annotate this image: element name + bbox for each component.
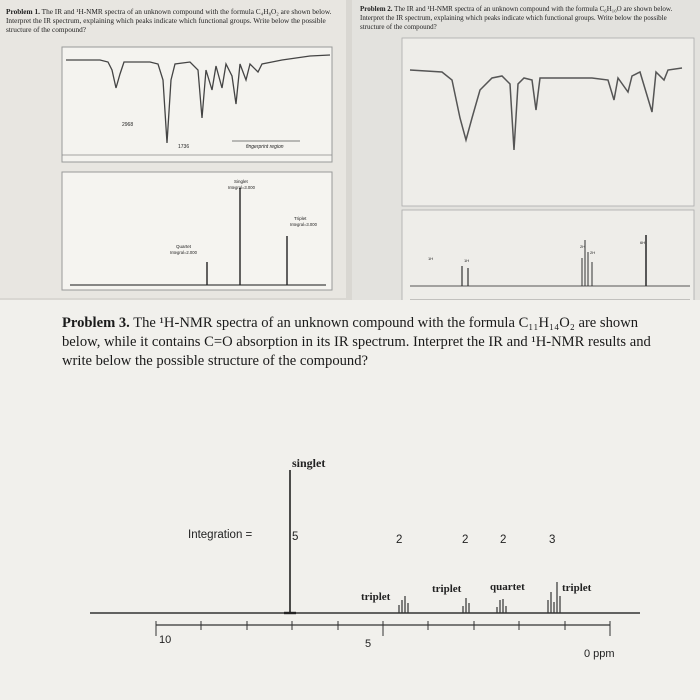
multiplicity-triplet-1: triplet [361,591,391,603]
nmr-quartet-integral: Integral=2.000 [170,250,197,255]
integration-value-5: 3 [549,534,556,546]
axis-tick-5: 5 [365,638,372,650]
ir-label-1736: 1736 [178,144,190,150]
nmr-singlet-integral: Integral=3.000 [228,185,255,190]
integration-value-4: 2 [500,534,507,546]
nmr-quartet-label: Quartet [176,244,192,249]
ir-frame [402,38,694,206]
triplet-1-peaks [399,596,408,613]
ppm-ticks [156,621,610,636]
nmr-integral-2: 1H [464,258,470,263]
triplet-3-peaks [548,582,560,613]
integration-value-2: 2 [396,534,403,546]
nmr-frame [402,210,694,310]
multiplicity-triplet-3: triplet [562,582,592,594]
problem-2-panel [352,0,700,326]
nmr-frame [62,172,332,290]
problem-1-panel [0,0,346,298]
multiplicity-quartet: quartet [490,581,525,593]
problem-3-text: Problem 3. The ¹H-NMR spectra of an unknown compound with the formula C₁₁H₁₄O₂ are shown below, while it contains C=O absorption in its IR spectrum. Interpret the IR and ¹H-NMR results and write below the possible structure of the compound? [62,315,651,369]
integration-label: Integration = [188,529,253,541]
ir-frame [62,47,332,162]
problem-1-text: Problem 1. The IR and ¹H-NMR spectra of an unknown compound with the formula C₄H₈O₂ are shown below. Interpret the IR spectrum, explaining which peaks indicate which functional groups. Write below the possible structure of the compound? [6,7,332,35]
nmr-singlet-label: Singlet [234,179,248,184]
nmr-integral-1: 1H [428,256,434,261]
singlet-label: singlet [292,456,326,470]
nmr-integral-5: 6H [640,240,646,245]
quartet-peaks [497,599,506,613]
multiplicity-triplet-2: triplet [432,583,462,595]
ir-label-fingerprint: fingerprint region [246,144,284,150]
nmr-triplet-integral: Integral=3.000 [290,222,317,227]
triplet-2-peaks [463,598,469,613]
problem-2-text: Problem 2. The IR and ¹H-NMR spectra of an unknown compound with the formula C₆H₁₀O are shown below. Interpret the IR spectrum, explaining which peaks indicate which functional groups. Write below the possible structure of the compound? [360,5,673,31]
nmr-triplet-label: Triplet [294,216,307,221]
problem-2-spectra [352,0,700,326]
ir-label-2968: 2968 [122,122,134,128]
problem-3-panel [0,300,700,700]
integration-value-3: 2 [462,534,469,546]
axis-tick-10: 10 [159,634,172,646]
nmr-spectrum [0,300,700,700]
nmr-integral-4: 2H [580,244,586,249]
nmr-integral-3: 2H [590,250,596,255]
integration-value-1: 5 [292,531,299,543]
axis-tick-0-ppm: 0 ppm [584,648,615,660]
